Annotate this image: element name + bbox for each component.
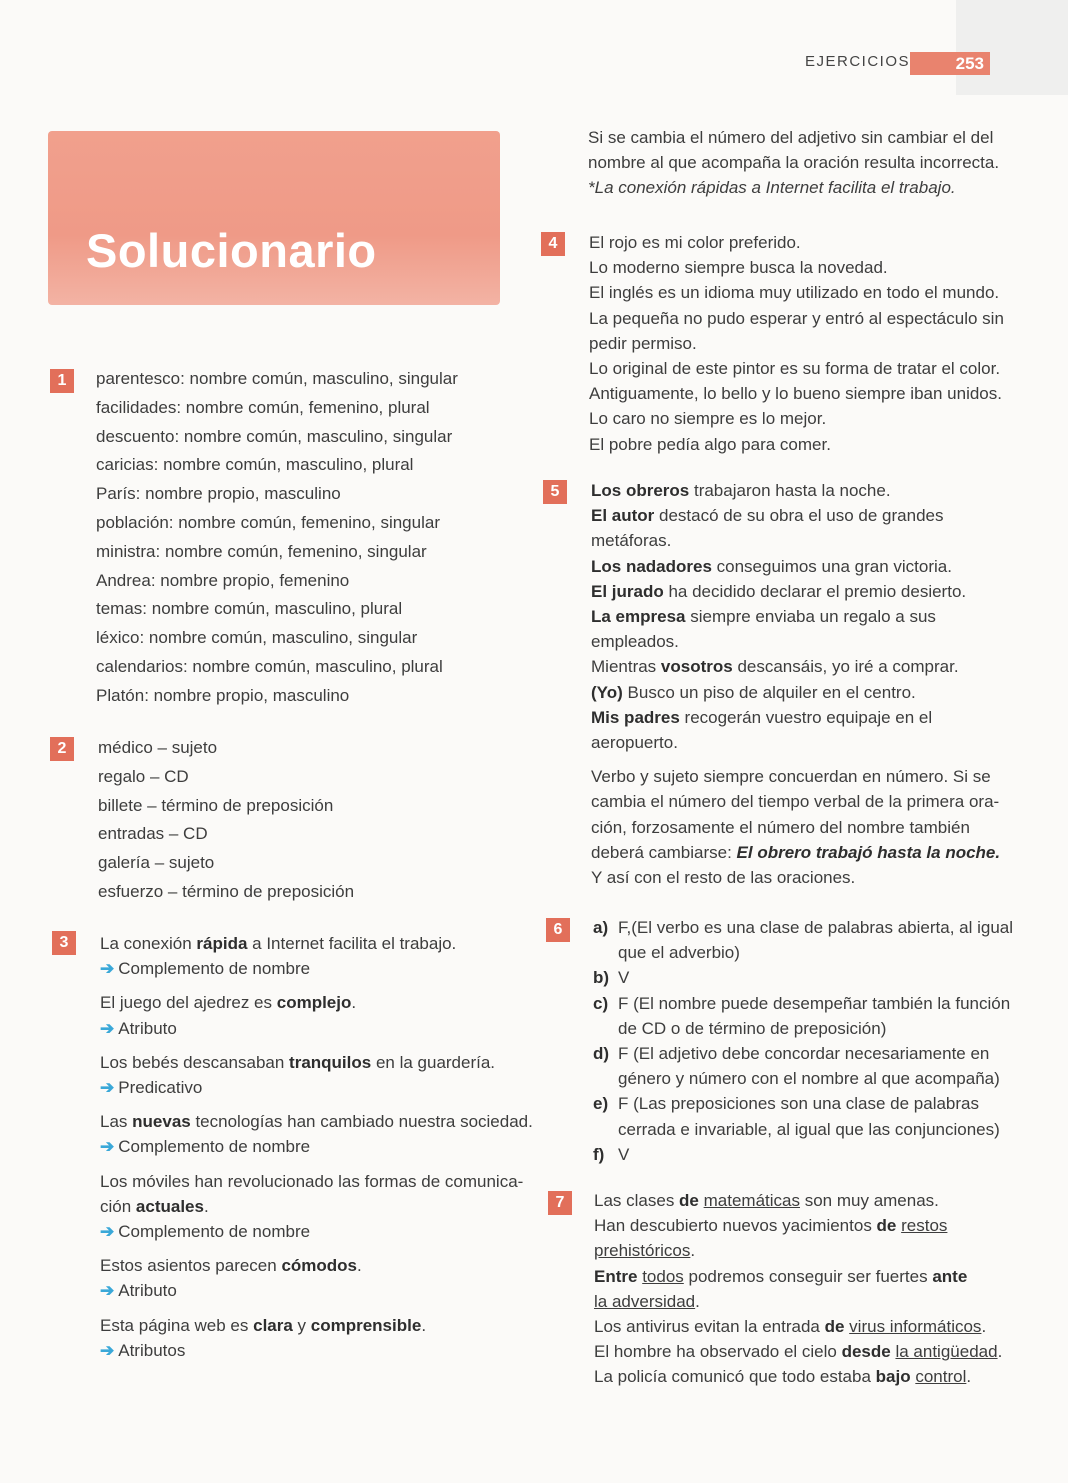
exercise-number-1: 1: [50, 369, 74, 393]
answer-line: El rojo es mi color preferido.: [589, 233, 801, 252]
arrow-right-icon: ➔: [100, 1281, 115, 1301]
answer-line: El jurado ha decidido declarar el premio desierto.: [591, 581, 967, 601]
answer-line: Las clases de matemáticas son muy amenas.: [594, 1191, 939, 1210]
note-line: Verbo y sujeto siempre concuerdan en número. Si se: [591, 767, 991, 787]
exercise-number-7: 7: [548, 1191, 572, 1215]
note-line: Si se cambia el número del adjetivo sin cambiar el del: [588, 128, 994, 147]
exercise-4-answers: [589, 230, 1004, 457]
answer-line: La empresa siempre enviaba un regalo a sus: [591, 607, 936, 627]
exercise-6-answers: [593, 915, 1013, 1167]
sentence: Las nuevas tecnologías han cambiado nuestra sociedad.: [100, 1112, 533, 1132]
note-line: nombre al que acompaña la oración resulta incorrecta.: [588, 153, 1000, 173]
answer-line: entradas – CD: [98, 824, 208, 844]
sentence: La conexión rápida a Internet facilita el trabajo.: [100, 934, 457, 953]
answer-line: prehistóricos.: [594, 1241, 696, 1261]
answer-line: aeropuerto.: [591, 733, 678, 753]
answer-line: El autor destacó de su obra el uso de grandes: [591, 506, 944, 526]
answer-line: Los obreros trabajaron hasta la noche.: [591, 481, 891, 500]
answer-line: calendarios: nombre común, masculino, plural: [96, 656, 443, 676]
answer: ➔ Complemento de nombre: [100, 1222, 311, 1242]
exercise-1-answers: [96, 365, 458, 711]
answer-item-cont: cerrada e invariable, al igual que las conjunciones): [618, 1119, 1000, 1139]
exercise-3-answers: [100, 931, 533, 1363]
answer-line: El pobre pedía algo para comer.: [589, 434, 831, 454]
answer-line: metáforas.: [591, 531, 672, 551]
note-line: cambia el número del tiempo verbal de la primera ora-: [591, 792, 1000, 812]
answer-line: La policía comunicó que todo estaba bajo control.: [594, 1367, 972, 1387]
answer: ➔ Atributo: [100, 1018, 177, 1038]
answer-item-cont: de CD o de término de preposición): [618, 1018, 887, 1038]
answer-line: Entre todos podremos conseguir ser fuertes ante: [594, 1266, 968, 1286]
answer: ➔ Complemento de nombre: [100, 959, 311, 979]
note-line: ción, forzosamente el número del nombre también: [591, 817, 970, 837]
page-title: Solucionario: [86, 224, 377, 277]
section-label: EJERCICIOS: [805, 53, 911, 70]
answer-item: c) F (El nombre puede desempeñar también la función: [593, 993, 1011, 1013]
sentence: Estos asientos parecen cómodos.: [100, 1256, 362, 1276]
answer: ➔ Complemento de nombre: [100, 1137, 311, 1157]
exercise-number-4: 4: [541, 232, 565, 256]
exercise-number-3: 3: [52, 931, 76, 955]
answer-item-cont: género y número con el nombre al que acompaña): [618, 1069, 1000, 1089]
answer-line: galería – sujeto: [98, 853, 215, 873]
answer-line: Platón: nombre propio, masculino: [96, 685, 350, 705]
answer-line: caricias: nombre común, masculino, plural: [96, 455, 414, 475]
answer-line: Han descubierto nuevos yacimientos de restos: [594, 1216, 948, 1236]
sentence: Los móviles han revolucionado las formas de comunica-: [100, 1171, 524, 1191]
answer-line: Lo original de este pintor es su forma de tratar el color.: [589, 359, 1001, 379]
answer-item: f) V: [593, 1144, 630, 1164]
exercise-2-answers: [98, 734, 354, 907]
answer-line: temas: nombre común, masculino, plural: [96, 599, 403, 619]
arrow-right-icon: ➔: [100, 1078, 115, 1098]
answer-line: regalo – CD: [98, 766, 189, 786]
sentence: Esta página web es clara y comprensible.: [100, 1315, 427, 1335]
arrow-right-icon: ➔: [100, 1222, 115, 1242]
arrow-right-icon: ➔: [100, 959, 115, 979]
answer-line: población: nombre común, femenino, singular: [96, 512, 440, 532]
answer-line: billete – término de preposición: [98, 795, 334, 815]
page-number: 253: [910, 52, 990, 75]
answer-item: d) F (El adjetivo debe concordar necesariamente en: [593, 1044, 990, 1064]
exercise-7-answers: [594, 1188, 1002, 1390]
answer-item: b) V: [593, 968, 630, 988]
note-line: deberá cambiarse: El obrero trabajó hasta la noche.: [591, 842, 1001, 862]
answer-line: La pequeña no pudo esperar y entró al espectáculo sin: [589, 308, 1004, 328]
answer-line: Mientras vosotros descansáis, yo iré a comprar.: [591, 657, 959, 677]
exercise-5-answers: [591, 478, 1000, 890]
note-example: *La conexión rápidas a Internet facilita el trabajo.: [588, 178, 956, 198]
answer-line: Mis padres recogerán vuestro equipaje en el: [591, 707, 933, 727]
page-corner-shade: [956, 0, 1068, 95]
arrow-right-icon: ➔: [100, 1340, 115, 1360]
answer: ➔ Atributo: [100, 1281, 177, 1301]
answer-line: El hombre ha observado el cielo desde la antigüedad.: [594, 1342, 1003, 1362]
note-line: Y así con el resto de las oraciones.: [591, 868, 856, 888]
answer-line: parentesco: nombre común, masculino, singular: [96, 369, 458, 388]
answer-line: empleados.: [591, 632, 679, 652]
sentence: El juego del ajedrez es complejo.: [100, 993, 357, 1013]
exercise-number-6: 6: [546, 918, 570, 942]
exercise-3-note: [588, 125, 999, 201]
answer-line: esfuerzo – término de preposición: [98, 881, 355, 901]
sentence: ción actuales.: [100, 1196, 209, 1216]
sentence: Los bebés descansaban tranquilos en la guardería.: [100, 1052, 496, 1072]
exercise-number-5: 5: [543, 480, 567, 504]
arrow-right-icon: ➔: [100, 1018, 115, 1038]
exercise-number-2: 2: [50, 737, 74, 761]
answer-line: El inglés es un idioma muy utilizado en todo el mundo.: [589, 283, 1000, 303]
answer-line: (Yo) Busco un piso de alquiler en el centro.: [591, 682, 916, 702]
answer-line: léxico: nombre común, masculino, singular: [96, 628, 418, 648]
answer-item: e) F (Las preposiciones son una clase de palabras: [593, 1094, 979, 1114]
answer-line: descuento: nombre común, masculino, singular: [96, 426, 453, 446]
answer-item-cont: que el adverbio): [618, 943, 740, 963]
answer-line: Andrea: nombre propio, femenino: [96, 570, 350, 590]
answer: ➔ Predicativo: [100, 1078, 203, 1098]
answer-line: Lo moderno siempre busca la novedad.: [589, 258, 888, 278]
answer-line: facilidades: nombre común, femenino, plural: [96, 397, 430, 417]
arrow-right-icon: ➔: [100, 1137, 115, 1157]
answer-line: Antiguamente, lo bello y lo bueno siempre iban unidos.: [589, 384, 1002, 404]
answer-line: pedir permiso.: [589, 333, 697, 353]
answer-line: la adversidad.: [594, 1291, 700, 1311]
answer-item: a) F,(El verbo es una clase de palabras abierta, al igual: [593, 918, 1014, 937]
answer-line: Lo caro no siempre es lo mejor.: [589, 409, 827, 429]
answer-line: Los nadadores conseguimos una gran victoria.: [591, 556, 952, 576]
title-banner: [48, 131, 500, 305]
answer-line: médico – sujeto: [98, 738, 218, 757]
answer-line: ministra: nombre común, femenino, singular: [96, 541, 427, 561]
answer-line: Los antivirus evitan la entrada de virus informáticos.: [594, 1317, 987, 1337]
answer-line: París: nombre propio, masculino: [96, 484, 341, 504]
answer: ➔ Atributos: [100, 1340, 186, 1360]
